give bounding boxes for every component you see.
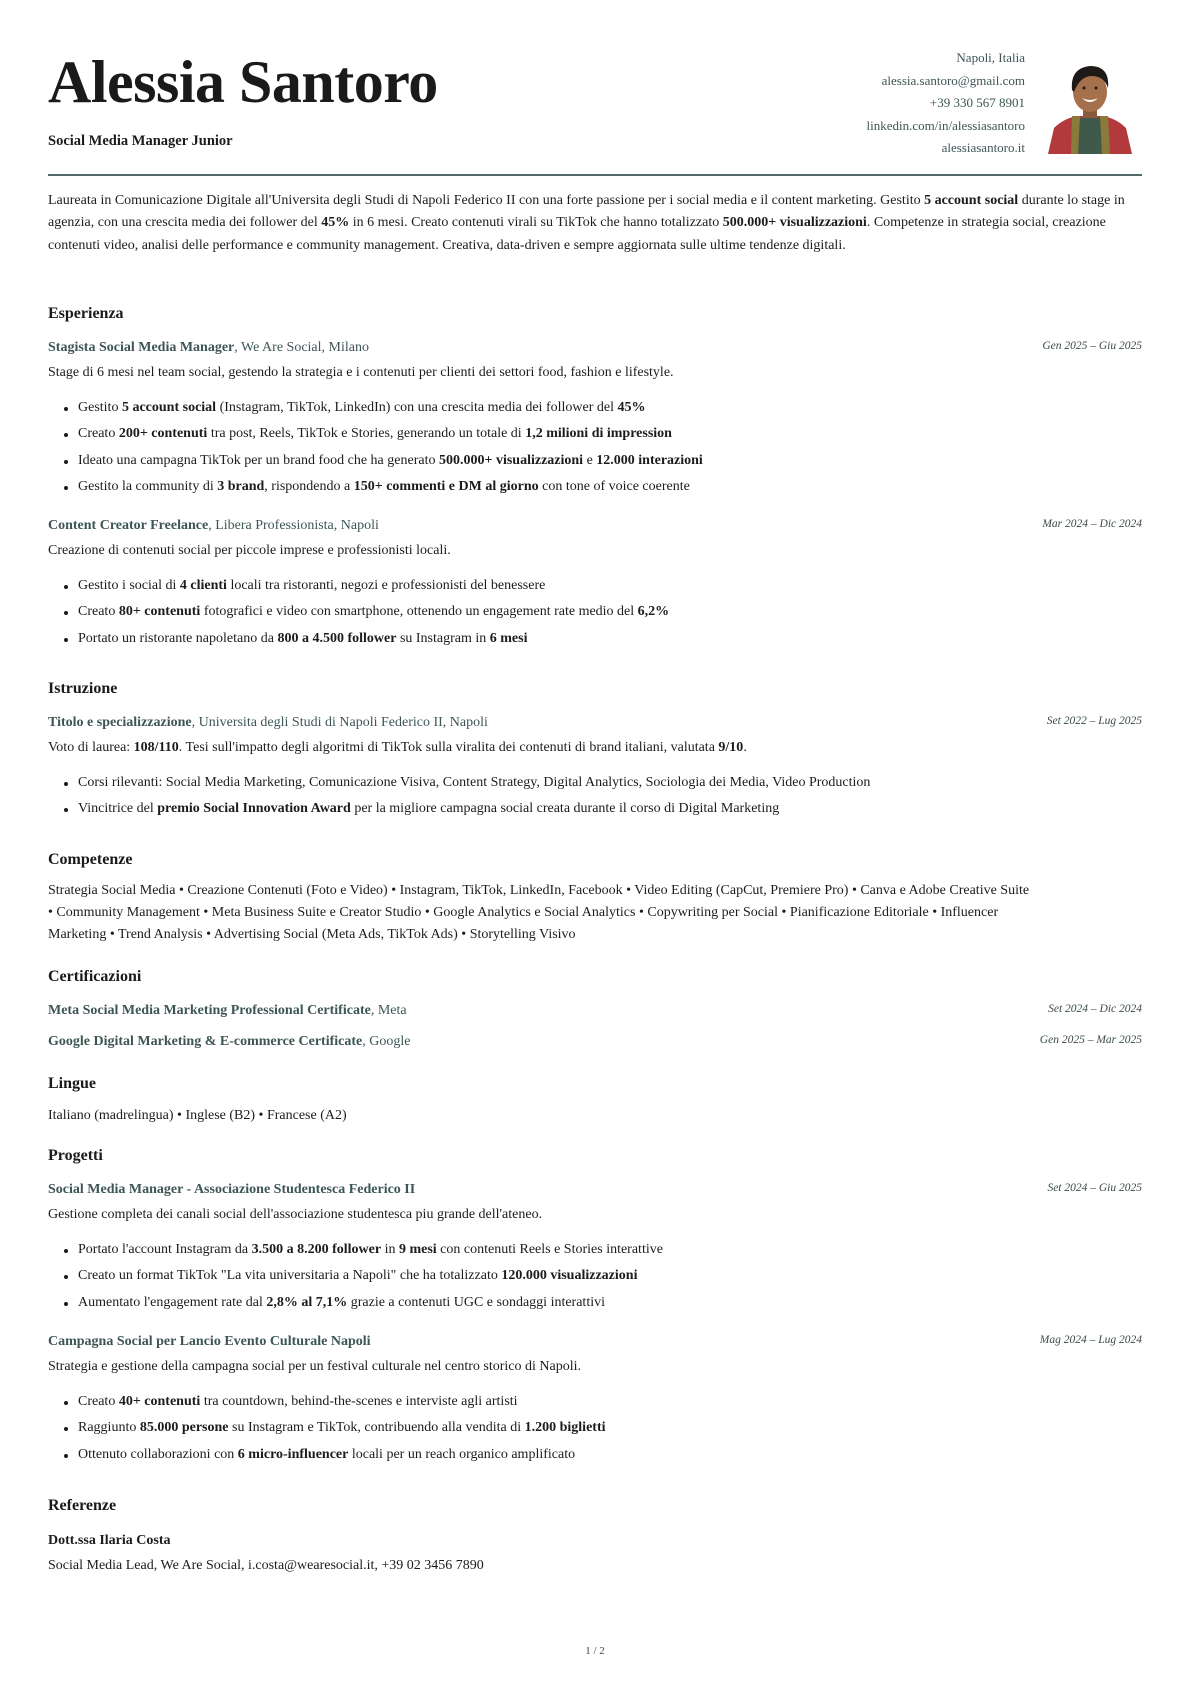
education-bullets [78,773,1138,826]
skills-line: Strategia Social Media • Creazione Contenuti (Foto e Video) • Instagram, TikTok, LinkedIn, Facebook • Video Editing (CapCut, Premiere Pro) • Canva e Adobe Creative Suite [48,883,1030,898]
reference-name: Dott.ssa Ilaria Costa [48,1533,171,1548]
text-segment: Vincitrice del [78,801,158,817]
certification-item [48,1003,1142,1019]
highlight-text: 200+ contenuti [118,426,208,442]
text-segment: Ideato una campagna TikTok per un brand food che ha generato [78,452,439,468]
bullet-item [78,424,1138,450]
experience-bullets [78,398,1138,503]
highlight-text: 120.000 visualizzazioni [501,1268,638,1284]
highlight-text: 9 mesi [398,1242,437,1257]
text-segment: tra countdown, behind-the-scenes e interviste agli artisti [200,1394,518,1409]
bullet-item [78,477,1138,503]
highlight-text: 4 clienti [179,578,227,593]
education-entry-header [48,715,1142,731]
highlight-text: 5 account social [121,400,217,415]
experience-role: Stagista Social Media Manager [48,340,235,355]
summary-highlight: 500.000+ visualizzazioni [722,215,867,231]
text-segment: su Instagram e TikTok, contribuendo alla vendita di [228,1420,525,1436]
resume-header [48,0,1142,178]
highlight-text: 40+ contenuti [118,1394,201,1409]
certification-name: Google Digital Marketing & E-commerce Certificate [48,1034,363,1049]
text-segment: Portato l'account Instagram da [78,1242,252,1257]
text-segment: Gestito i social di [78,578,180,593]
section-title-certifications: Certificazioni [48,968,142,985]
header-divider [48,174,1142,176]
highlight-text: 150+ commenti e DM al giorno [353,478,539,494]
highlight-text: 2,8% al 7,1% [266,1294,348,1310]
highlight-text: premio Social Innovation Award [157,801,351,817]
bullet-item [78,629,1138,655]
bullet-item [78,576,1138,602]
highlight-text: 6 micro-influencer [237,1446,349,1462]
text-segment: (Instagram, TikTok, LinkedIn) con una crescita media dei follower del [216,400,618,415]
certification-dates: Set 2024 – Dic 2024 [1048,1003,1142,1015]
text-segment: Creato [78,1394,119,1409]
contact-phone: +39 330 567 8901 [929,95,1025,110]
project-entry-header [48,1182,1142,1198]
experience-org: , Libera Professionista, Napoli [208,518,379,533]
bullet-item [78,1418,1138,1444]
contact-linkedin[interactable]: linkedin.com/in/alessiasantoro [866,117,1025,133]
text-segment: in [381,1242,399,1257]
experience-entry-header [48,518,1142,534]
project-entry-header [48,1334,1142,1350]
contact-location: Napoli, Italia [956,50,1025,65]
bullet-item [78,1240,1138,1266]
certification-item [48,1034,1142,1050]
section-title-skills: Competenze [48,851,133,868]
text-segment: Gestito la community di [78,478,218,494]
experience-dates: Mar 2024 – Dic 2024 [1042,518,1142,530]
text-segment: Voto di laurea: [48,740,134,755]
section-title-projects: Progetti [48,1147,103,1164]
highlight-text: 800 a 4.500 follower [277,630,397,646]
bullet-item [78,602,1138,628]
text-segment: Aumentato l'engagement rate dal [78,1294,267,1310]
certification-name: Meta Social Media Marketing Professional Certificate [48,1003,371,1018]
highlight-text: 6,2% [637,604,670,620]
experience-description: Creazione di contenuti social per piccole imprese e professionisti locali. [48,543,451,558]
section-title-references: Referenze [48,1497,117,1514]
text-segment: Corsi rilevanti: Social Media Marketing, Comunicazione Visiva, Content Strategy, Digital Analytics, Sociologia dei Media, Video Production [78,775,871,790]
profile-photo [1044,58,1136,154]
certification-issuer: , Google [362,1034,411,1049]
text-segment: Creato [78,604,119,620]
highlight-text: 12.000 interazioni [596,452,703,468]
text-segment: Creato un format TikTok "La vita universitaria a Napoli" che ha totalizzato [78,1268,502,1284]
page-number: 1 / 2 [585,1645,605,1657]
highlight-text: 6 mesi [489,630,528,646]
bullet-item [78,799,1138,825]
highlight-text: 108/110 [133,740,179,755]
summary-highlight: 45% [321,215,350,231]
highlight-text: 45% [617,400,646,415]
text-segment: Raggiunto [78,1420,140,1436]
project-dates: Mag 2024 – Lug 2024 [1039,1334,1142,1346]
text-segment: per la migliore campagna social creata durante il corso di Digital Marketing [350,801,780,817]
text-segment: locali per un reach organico amplificato [348,1446,576,1462]
contact-email[interactable]: alessia.santoro@gmail.com [881,72,1025,88]
summary-text: Laureata in Comunicazione Digitale all'Universita degli Studi di Napoli Federico II con una forte passione per i social media e il content marketing. Gestito [48,193,925,208]
candidate-title: Social Media Manager Junior [48,133,233,149]
experience-role: Content Creator Freelance [48,518,209,533]
project-description: Gestione completa dei canali social dell'associazione studentesca piu grande dell'ateneo. [48,1207,543,1222]
text-segment: locali tra ristoranti, negozi e professionisti del benessere [226,578,546,593]
contact-website[interactable]: alessiasantoro.it [941,140,1025,155]
education-dates: Set 2022 – Lug 2025 [1046,715,1142,727]
project-dates: Set 2024 – Giu 2025 [1047,1182,1142,1194]
certification-issuer: , Meta [370,1003,407,1018]
text-segment: e [583,452,597,468]
languages-line: Italiano (madrelingua) • Inglese (B2) • Francese (A2) [48,1108,347,1123]
text-segment: con tone of voice coerente [538,478,690,494]
bullet-item [78,1445,1138,1471]
skills-line: Marketing • Trend Analysis • Advertising Social (Meta Ads, TikTok Ads) • Storytelling Visivo [48,927,576,942]
section-title-experience: Esperienza [48,305,124,322]
project-description: Strategia e gestione della campagna social per un festival culturale nel centro storico di Napoli. [48,1359,581,1374]
text-segment: con contenuti Reels e Stories interattive [436,1242,663,1257]
highlight-text: 1,2 milioni di impression [525,426,672,442]
bullet-item [78,451,1138,477]
resume-page [48,0,1142,1573]
bullet-item [78,398,1138,424]
highlight-text: 85.000 persone [139,1420,229,1436]
highlight-text: 9/10 [718,740,744,755]
text-segment: grazie a contenuti UGC e sondaggi interattivi [347,1294,605,1310]
project-title: Campagna Social per Lancio Evento Culturale Napoli [48,1334,371,1349]
highlight-text: 3 brand [217,478,265,494]
text-segment: fotografici e video con smartphone, ottenendo un engagement rate medio del [200,604,638,620]
project-title: Social Media Manager - Associazione Studentesca Federico II [48,1182,416,1197]
highlight-text: 1.200 biglietti [524,1420,606,1436]
text-segment: Gestito [78,400,122,415]
section-title-languages: Lingue [48,1075,97,1092]
experience-entry-header [48,340,1142,356]
bullet-item [78,1392,1138,1418]
certification-dates: Gen 2025 – Mar 2025 [1039,1034,1142,1046]
bullet-item [78,1266,1138,1292]
highlight-text: 80+ contenuti [118,604,201,620]
bullet-item [78,773,1138,799]
reference-details: Social Media Lead, We Are Social, i.costa@wearesocial.it, +39 02 3456 7890 [48,1558,484,1573]
project-bullets [78,1240,1138,1319]
summary-text: in 6 mesi. Creato contenuti virali su TikTok che hanno totalizzato [349,215,723,231]
education-degree: Titolo e specializzazione [48,715,192,730]
highlight-text: 500.000+ visualizzazioni [438,452,584,468]
text-segment: Portato un ristorante napoletano da [78,630,278,646]
experience-bullets [78,576,1138,655]
experience-dates: Gen 2025 – Giu 2025 [1042,340,1142,352]
summary-text: . Competenze in strategia social, creazione contenuti video, analisi delle performance e community management. Creativa, data-driven e sempre aggiornata sulle ultime tendenze digitali. [48,215,1106,253]
contact-block [867,47,1026,160]
education-institution: , Universita degli Studi di Napoli Federico II, Napoli [191,715,488,730]
text-segment: , rispondendo a [264,478,354,494]
skills-line: • Community Management • Meta Business Suite e Creator Studio • Google Analytics e Social Analytics • Copywriting per Social • Pianificazione Editoriale • Influencer [48,905,999,920]
experience-org: , We Are Social, Milano [234,340,369,355]
experience-description: Stage di 6 mesi nel team social, gestendo la strategia e i contenuti per clienti dei settori food, fashion e lifestyle. [48,365,674,380]
professional-summary [48,190,1142,257]
summary-text: durante lo stage in agenzia, con una crescita media dei follower del [48,193,1125,231]
project-bullets [78,1392,1138,1471]
highlight-text: 3.500 a 8.200 follower [251,1242,382,1257]
section-title-education: Istruzione [48,680,118,697]
candidate-name: Alessia Santoro [48,49,438,115]
text-segment: su Instagram in [396,630,490,646]
education-description [48,737,1142,759]
text-segment: tra post, Reels, TikTok e Stories, generando un totale di [207,426,526,442]
bullet-item [78,1293,1138,1319]
text-segment: Creato [78,426,119,442]
text-segment: . [743,740,747,755]
text-segment: . Tesi sull'impatto degli algoritmi di TikTok sulla viralita dei contenuti di brand italiani, valutata [178,740,719,755]
text-segment: Ottenuto collaborazioni con [78,1446,238,1462]
summary-highlight: 5 account social [924,193,1019,208]
